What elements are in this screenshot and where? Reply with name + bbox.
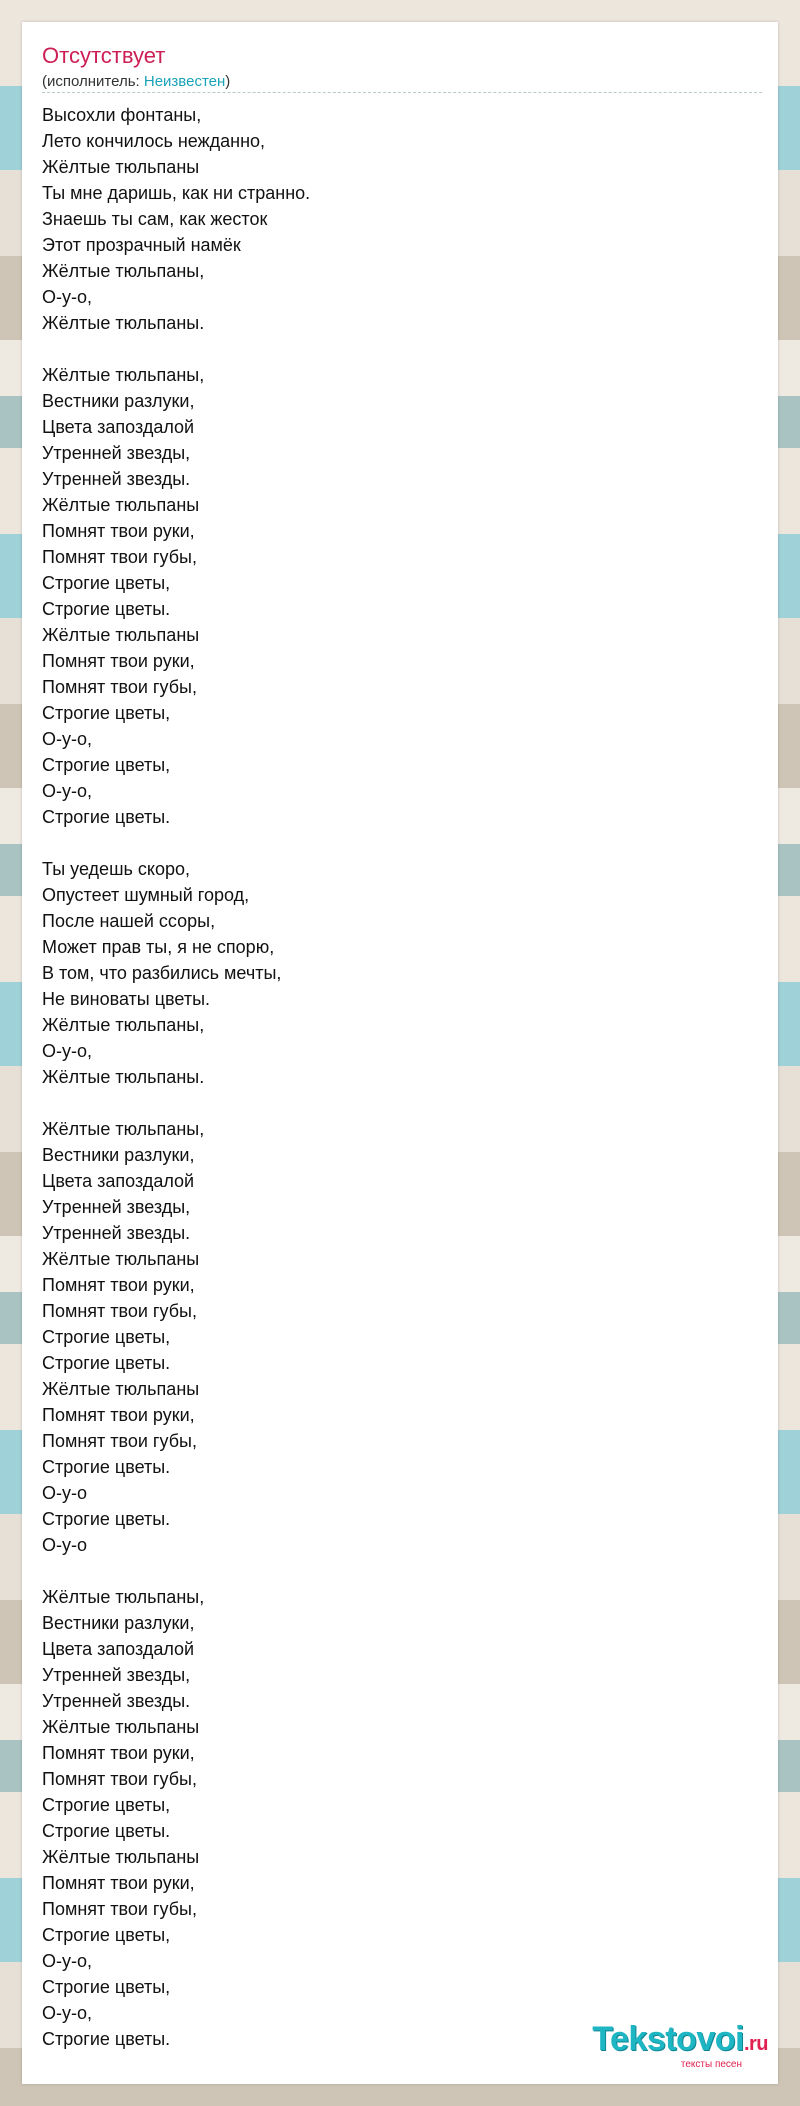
lyric-line: Жёлтые тюльпаны xyxy=(42,157,200,177)
lyric-line: Строгие цветы, xyxy=(42,755,171,775)
lyric-line: О-у-о, xyxy=(42,1951,93,1971)
lyric-line: Жёлтые тюльпаны xyxy=(42,1717,200,1737)
stanza-break xyxy=(42,1558,310,1584)
lyric-line: После нашей ссоры, xyxy=(42,911,216,931)
lyric-line: Лето кончилось нежданно, xyxy=(42,131,266,151)
lyric-line: Помнят твои руки, xyxy=(42,1405,195,1425)
lyric-line: Вестники разлуки, xyxy=(42,1613,195,1633)
lyric-line: Помнят твои губы, xyxy=(42,677,197,697)
stanza-break xyxy=(42,336,310,362)
lyric-line: О-у-о, xyxy=(42,781,93,801)
lyric-line: Утренней звезды. xyxy=(42,1223,191,1243)
artist-suffix: ) xyxy=(225,73,231,90)
lyric-line: Высохли фонтаны, xyxy=(42,105,202,125)
logo-tagline: тексты песен xyxy=(680,2059,742,2070)
lyric-line: Помнят твои губы, xyxy=(42,1899,197,1919)
lyric-line: Не виноваты цветы. xyxy=(42,989,211,1009)
lyric-line: Строгие цветы, xyxy=(42,703,171,723)
lyric-line: Утренней звезды, xyxy=(42,1197,191,1217)
lyric-line: Жёлтые тюльпаны xyxy=(42,1379,200,1399)
lyric-line: Утренней звезды, xyxy=(42,1665,191,1685)
lyric-line: Цвета запоздалой xyxy=(42,1171,195,1191)
lyrics-text xyxy=(42,102,310,2052)
lyric-line: Жёлтые тюльпаны xyxy=(42,1249,200,1269)
lyric-line: О-у-о xyxy=(42,1535,87,1555)
lyric-line: Помнят твои губы, xyxy=(42,547,197,567)
lyric-line: Цвета запоздалой xyxy=(42,1639,195,1659)
lyric-line: Утренней звезды. xyxy=(42,1691,191,1711)
lyric-line: Жёлтые тюльпаны xyxy=(42,625,200,645)
lyric-line: В том, что разбились мечты, xyxy=(42,963,282,983)
lyric-line: Жёлтые тюльпаны, xyxy=(42,1015,205,1035)
lyric-line: Опустеет шумный город, xyxy=(42,885,250,905)
lyric-line: Может прав ты, я не спорю, xyxy=(42,937,275,957)
lyric-line: Помнят твои руки, xyxy=(42,651,195,671)
lyric-line: Утренней звезды. xyxy=(42,469,191,489)
lyric-line: Строгие цветы. xyxy=(42,1821,171,1841)
lyric-line: Знаешь ты сам, как жесток xyxy=(42,209,268,229)
lyric-line: Жёлтые тюльпаны xyxy=(42,1847,200,1867)
lyric-line: О-у-о xyxy=(42,1483,87,1503)
lyric-line: Строгие цветы, xyxy=(42,1327,171,1347)
artist-link[interactable]: Неизвестен xyxy=(143,73,226,90)
lyric-line: О-у-о, xyxy=(42,729,93,749)
lyrics-card xyxy=(22,22,778,2084)
lyric-line: Помнят твои губы, xyxy=(42,1769,197,1789)
lyric-line: Жёлтые тюльпаны, xyxy=(42,365,205,385)
lyric-line: О-у-о, xyxy=(42,2003,93,2023)
stanza-break xyxy=(42,830,310,856)
lyric-line: Этот прозрачный намёк xyxy=(42,235,241,255)
lyric-line: Строгие цветы, xyxy=(42,1795,171,1815)
lyric-line: Строгие цветы, xyxy=(42,1925,171,1945)
lyric-line: Жёлтые тюльпаны. xyxy=(42,313,205,333)
lyric-line: Цвета запоздалой xyxy=(42,417,195,437)
lyric-line: Жёлтые тюльпаны, xyxy=(42,261,205,281)
lyric-line: О-у-о, xyxy=(42,1041,93,1061)
artist-prefix: (исполнитель: xyxy=(42,73,144,90)
divider xyxy=(42,92,762,93)
lyric-line: О-у-о, xyxy=(42,287,93,307)
lyric-line: Помнят твои руки, xyxy=(42,1743,195,1763)
logo-wordmark xyxy=(592,2022,768,2061)
lyric-line: Строгие цветы, xyxy=(42,573,171,593)
lyric-line: Помнят твои руки, xyxy=(42,521,195,541)
lyric-line: Ты мне даришь, как ни странно. xyxy=(42,183,311,203)
lyric-line: Строгие цветы. xyxy=(42,807,171,827)
lyric-line: Вестники разлуки, xyxy=(42,391,195,411)
lyric-line: Ты уедешь скоро, xyxy=(42,859,190,879)
lyric-line: Строгие цветы. xyxy=(42,599,171,619)
lyric-line: Вестники разлуки, xyxy=(42,1145,195,1165)
lyric-line: Строгие цветы. xyxy=(42,2029,171,2049)
lyric-line: Помнят твои руки, xyxy=(42,1275,195,1295)
song-title: Отсутствует xyxy=(42,43,166,68)
logo-domain: .ru xyxy=(743,2033,768,2055)
lyric-line: Жёлтые тюльпаны, xyxy=(42,1119,205,1139)
lyric-line: Строгие цветы. xyxy=(42,1457,171,1477)
lyric-line: Строгие цветы, xyxy=(42,1977,171,1997)
lyric-line: Помнят твои руки, xyxy=(42,1873,195,1893)
lyric-line: Помнят твои губы, xyxy=(42,1301,197,1321)
lyric-line: Жёлтые тюльпаны xyxy=(42,495,200,515)
lyric-line: Утренней звезды, xyxy=(42,443,191,463)
lyric-line: Помнят твои губы, xyxy=(42,1431,197,1451)
logo-main-text: Tekstovoi xyxy=(592,2020,744,2058)
lyric-line: Строгие цветы. xyxy=(42,1509,171,1529)
lyric-line: Жёлтые тюльпаны. xyxy=(42,1067,205,1087)
lyric-line: Строгие цветы. xyxy=(42,1353,171,1373)
site-logo[interactable] xyxy=(592,2022,768,2070)
lyric-line: Жёлтые тюльпаны, xyxy=(42,1587,205,1607)
stanza-break xyxy=(42,1090,310,1116)
artist-line xyxy=(42,73,230,90)
